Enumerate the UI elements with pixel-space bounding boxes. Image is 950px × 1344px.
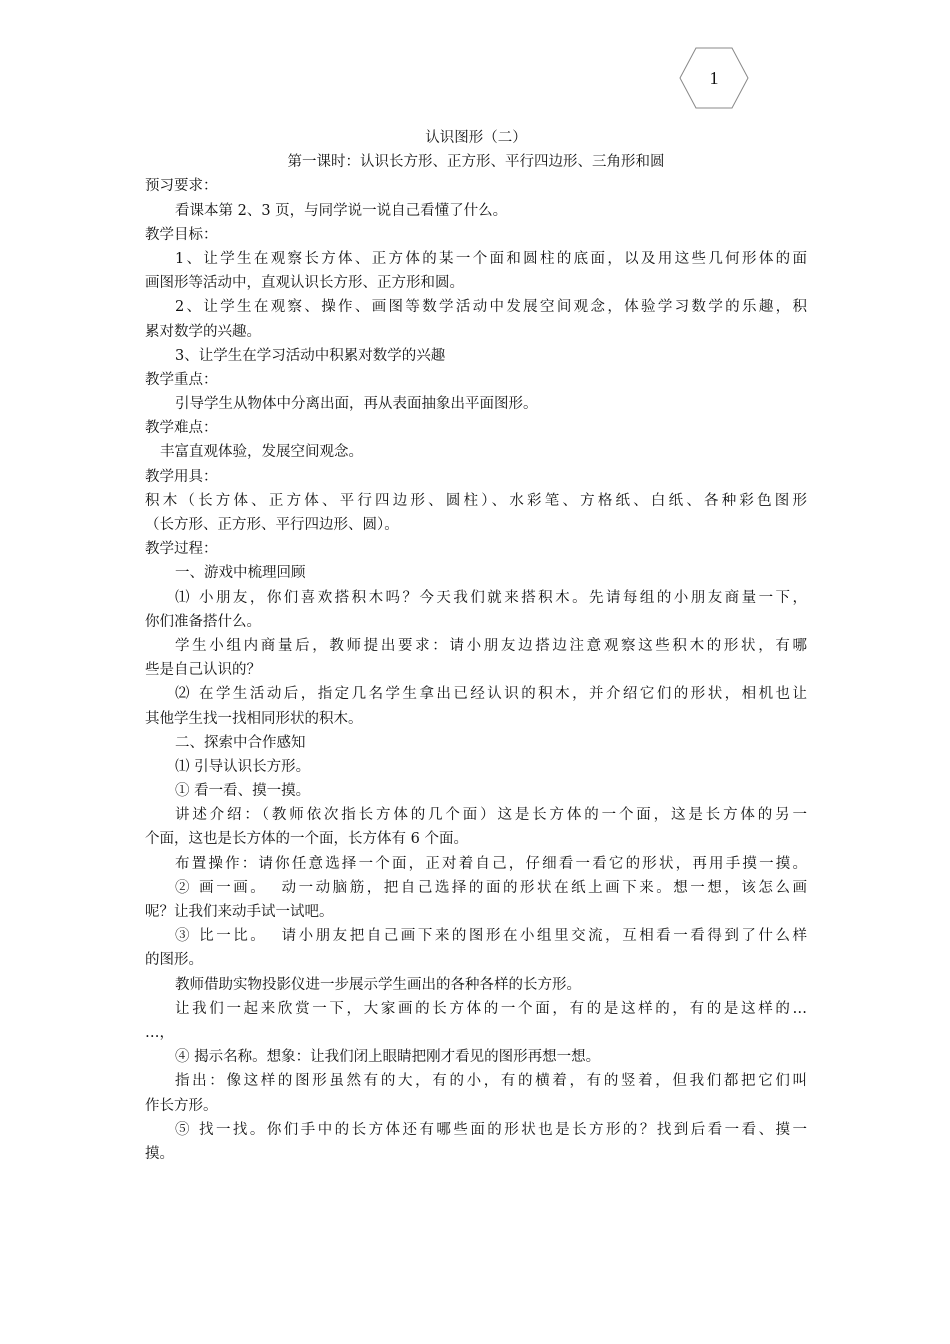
section-heading: 教学用具： (145, 468, 218, 485)
paragraph-line: ⑴ 小朋友，你们喜欢搭积木吗？今天我们就来搭积木。先请每组的小朋友商量一下， (175, 589, 807, 606)
paragraph-line: 个面，这也是长方体的一个面，长方体有 6 个面。 (145, 831, 468, 848)
paragraph-line: ③ 比一比。 请小朋友把自己画下来的图形在小组里交流，互相看一看得到了什么样 (175, 928, 807, 945)
paragraph-line: 些是自己认识的？ (145, 662, 261, 679)
paragraph-line: ④ 揭示名称。想象：让我们闭上眼睛把刚才看见的图形再想一想。 (175, 1049, 601, 1066)
paragraph-line: 累对数学的兴趣。 (145, 323, 261, 340)
paragraph-line: 2、让学生在观察、操作、画图等数学活动中发展空间观念，体验学习数学的乐趣，积 (175, 299, 807, 316)
paragraph-line: 的图形。 (145, 952, 203, 969)
paragraph-line: 学生小组内商量后，教师提出要求：请小朋友边搭边注意观察这些积木的形状，有哪 (175, 637, 807, 654)
paragraph-line: 1、让学生在观察长方体、正方体的某一个面和圆柱的底面，以及用这些几何形体的面 (175, 250, 807, 267)
page-number: 1 (709, 68, 719, 88)
paragraph-line: 你们准备搭什么。 (145, 613, 261, 630)
page-number-badge (678, 46, 750, 110)
paragraph-line: 丰富直观体验，发展空间观念。 (160, 444, 363, 461)
paragraph-line: 摸。 (145, 1145, 174, 1162)
paragraph-line: ⑤ 找一找。你们手中的长方体还有哪些面的形状也是长方形的？找到后看一看、摸一 (175, 1121, 807, 1138)
document-body (145, 126, 807, 1166)
paragraph-line: 画图形等活动中，直观认识长方形、正方形和圆。 (145, 275, 464, 292)
paragraph-line: ⑵ 在学生活动后，指定几名学生拿出已经认识的积木，并介绍它们的形状，相机也让 (175, 686, 807, 703)
paragraph-line: 教师借助实物投影仪进一步展示学生画出的各种各样的长方形。 (175, 976, 581, 993)
paragraph-line: 让我们一起来欣赏一下，大家画的长方体的一个面，有的是这样的，有的是这样的… (175, 1000, 807, 1017)
paragraph-line: ⑴ 引导认识长方形。 (175, 758, 311, 775)
paragraph-line: 呢？让我们来动手试一试吧。 (145, 904, 334, 920)
section-heading: 教学难点： (145, 420, 218, 437)
paragraph-line: 布置操作：请你任意选择一个面，正对着自己，仔细看一看它的形状，再用手摸一摸。 (175, 855, 807, 872)
paragraph-line: 看课本第 2、3 页，与同学说一说自己看懂了什么。 (175, 202, 508, 219)
subsection-heading: 一、游戏中梳理回顾 (175, 565, 306, 582)
paragraph-line: ① 看一看、摸一摸。 (175, 783, 311, 800)
lesson-subtitle: 第一课时：认识长方形、正方形、平行四边形、三角形和圆 (287, 154, 665, 171)
subsection-heading: 二、探索中合作感知 (175, 734, 306, 751)
paragraph-line: 3、让学生在学习活动中积累对数学的兴趣 (175, 347, 446, 364)
paragraph-line: 引导学生从物体中分离出面，再从表面抽象出平面图形。 (175, 396, 538, 413)
paragraph-line: …， (145, 1024, 174, 1041)
paragraph-line: 指出：像这样的图形虽然有的大，有的小，有的横着，有的竖着，但我们都把它们叫 (175, 1073, 807, 1090)
paragraph-line: ② 画一画。 动一动脑筋，把自己选择的面的形状在纸上画下来。想一想，该怎么画 (175, 879, 807, 896)
paragraph-line: 积木（长方体、正方体、平行四边形、圆柱）、水彩笔、方格纸、白纸、各种彩色图形 (145, 492, 807, 509)
paragraph-line: 作长方形。 (145, 1097, 218, 1114)
paragraph-line: 讲述介绍：（教师依次指长方体的几个面）这是长方体的一个面，这是长方体的另一 (175, 807, 807, 824)
section-heading: 教学过程： (145, 541, 218, 558)
paragraph-line: 其他学生找一找相同形状的积木。 (145, 710, 363, 727)
section-heading: 教学重点： (145, 371, 218, 388)
section-heading: 预习要求： (145, 178, 218, 195)
paragraph-line: （长方形、正方形、平行四边形、圆）。 (145, 517, 399, 533)
document-title: 认识图形（二） (425, 130, 527, 146)
section-heading: 教学目标： (145, 226, 218, 243)
